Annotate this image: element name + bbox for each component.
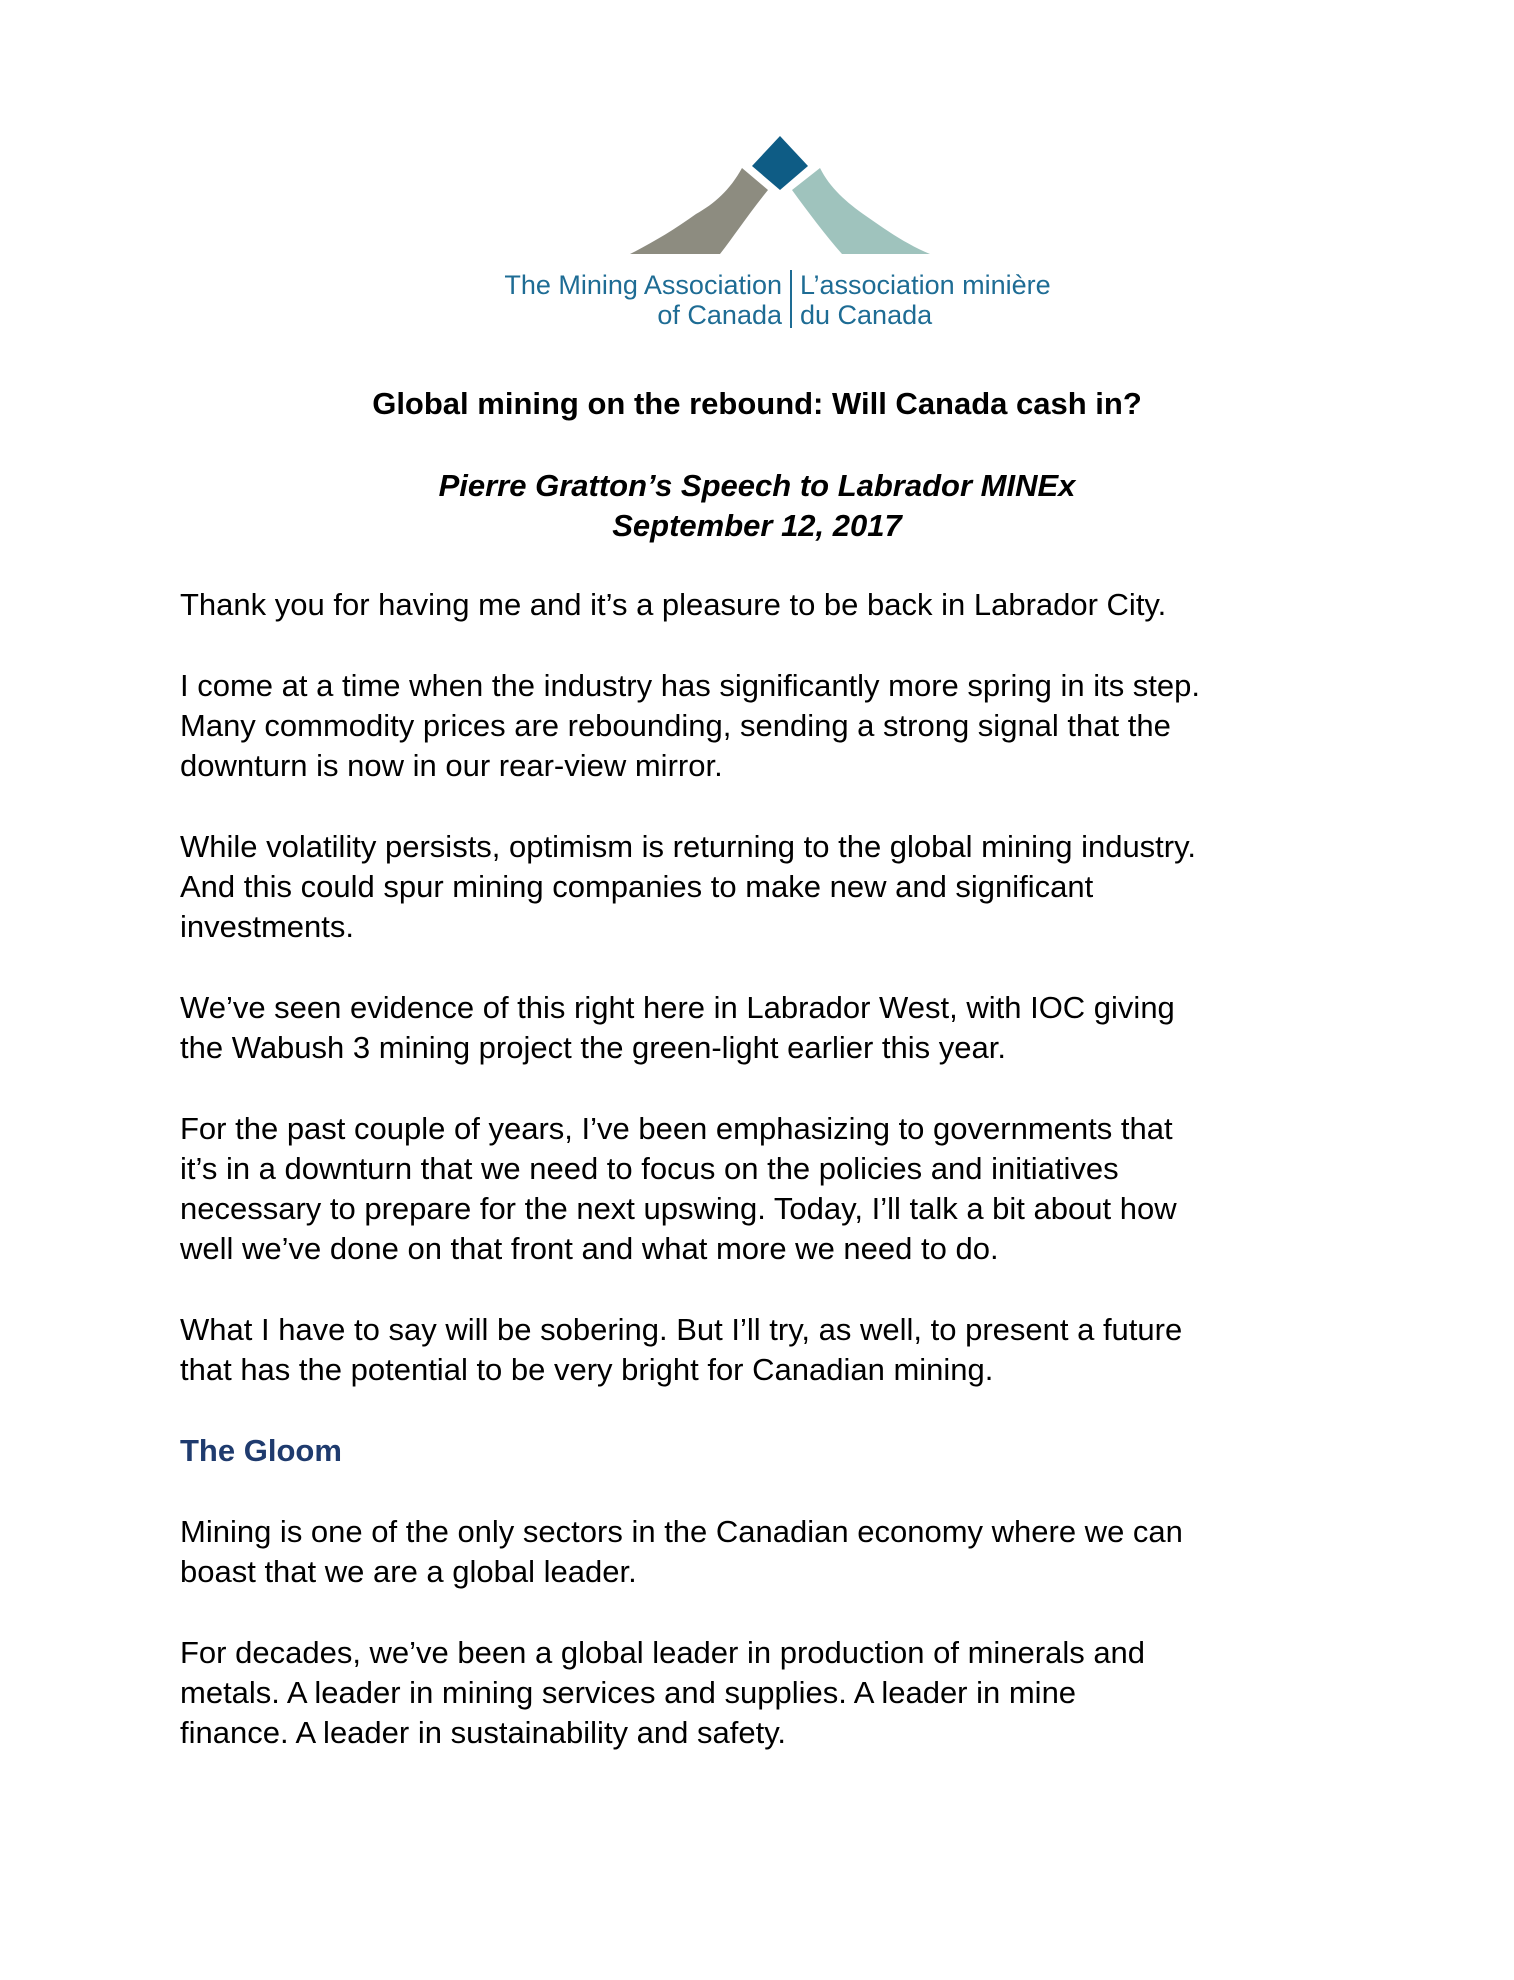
paragraph: Thank you for having me and it’s a pleasure to be back in Labrador City. xyxy=(180,587,1167,622)
speech-title: Pierre Gratton’s Speech to Labrador MINEx xyxy=(438,468,1076,503)
logo-name-fr: L’association minière du Canada xyxy=(800,270,1051,330)
document-subtitle xyxy=(0,466,1514,546)
paragraph: We’ve seen evidence of this right here in Labrador West, with IOC giving the Wabush 3 mining project the green-light earlier this year. xyxy=(180,990,1175,1065)
paragraph: I come at a time when the industry has significantly more spring in its step. Many commodity prices are rebounding, sending a strong signal that the downturn is now in our rear-view mirror. xyxy=(180,668,1201,783)
mac-logo-mark xyxy=(630,128,930,258)
document-body xyxy=(180,585,1340,1794)
paragraph: What I have to say will be sobering. But I’ll try, as well, to present a future that has the potential to be very bright for Canadian mining. xyxy=(180,1312,1183,1387)
speech-date: September 12, 2017 xyxy=(612,508,902,543)
paragraph: While volatility persists, optimism is returning to the global mining industry. And this could spur mining companies to make new and significant investments. xyxy=(180,829,1196,944)
logo-left-wing xyxy=(630,168,768,254)
mac-logo xyxy=(470,128,1070,338)
section-heading: The Gloom xyxy=(180,1433,342,1468)
logo-diamond xyxy=(752,136,808,190)
logo-right-wing xyxy=(792,168,930,254)
paragraph: For the past couple of years, I’ve been emphasizing to governments that it’s in a downturn that we need to focus on the policies and initiatives necessary to prepare for the next upswing. Today, I’ll talk a bit about how well we’ve done on that front and what more we need to do. xyxy=(180,1111,1177,1266)
logo-name-en: The Mining Association of Canada xyxy=(504,270,782,330)
document-title: Global mining on the rebound: Will Canada cash in? xyxy=(372,386,1142,421)
logo-divider xyxy=(790,270,792,328)
paragraph: Mining is one of the only sectors in the Canadian economy where we can boast that we are a global leader. xyxy=(180,1514,1183,1589)
paragraph: For decades, we’ve been a global leader in production of minerals and metals. A leader in mining services and supplies. A leader in mine finance. A leader in sustainability and safety. xyxy=(180,1635,1146,1750)
